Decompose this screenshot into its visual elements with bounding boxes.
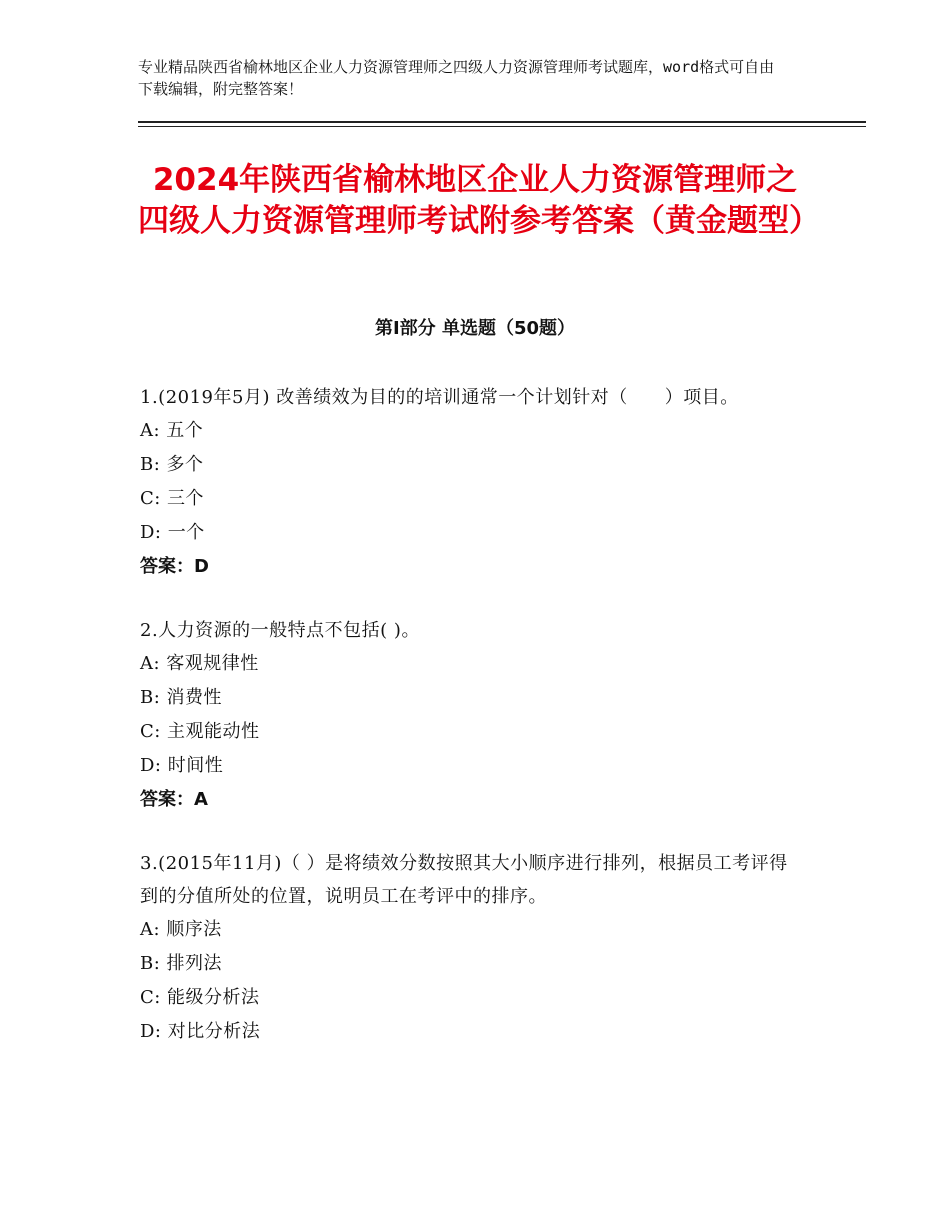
- document-title: 2024年陕西省榆林地区企业人力资源管理师之四级人力资源管理师考试附参考答案（黄金题型）: [138, 162, 820, 239]
- question-1: [140, 381, 800, 584]
- option-c: C: 主观能动性: [140, 721, 260, 742]
- question-stem: 1.(2019年5月) 改善绩效为目的的培训通常一个计划针对（ ）项目。: [140, 387, 739, 408]
- question-2: [140, 614, 800, 817]
- header-rule-thick: [138, 121, 866, 123]
- question-stem: 3.(2015年11月)（ ）是将绩效分数按照其大小顺序进行排列，根据员工考评得到的分值所处的位置，说明员工在考评中的排序。: [140, 853, 788, 907]
- option-d: D: 一个: [140, 522, 205, 543]
- question-3: [140, 847, 800, 1049]
- option-b: B: 排列法: [140, 953, 223, 974]
- section-heading: 第Ⅰ部分 单选题（50题）: [374, 318, 575, 339]
- option-b: B: 多个: [140, 454, 204, 475]
- option-c: C: 能级分析法: [140, 987, 260, 1008]
- option-a: A: 顺序法: [140, 919, 222, 940]
- header-rule-thin: [138, 126, 866, 127]
- question-stem: 2.人力资源的一般特点不包括( )。: [140, 620, 420, 641]
- header-note: 专业精品陕西省榆林地区企业人力资源管理师之四级人力资源管理师考试题库，word格式可自由下载编辑，附完整答案！: [138, 58, 775, 98]
- answer-line: 答案：D: [140, 556, 209, 577]
- option-d: D: 时间性: [140, 755, 224, 776]
- option-c: C: 三个: [140, 488, 205, 509]
- answer-line: 答案：A: [140, 789, 208, 810]
- option-a: A: 客观规律性: [140, 653, 259, 674]
- option-d: D: 对比分析法: [140, 1021, 261, 1042]
- option-b: B: 消费性: [140, 687, 223, 708]
- question-list: [140, 381, 800, 1079]
- option-a: A: 五个: [140, 420, 204, 441]
